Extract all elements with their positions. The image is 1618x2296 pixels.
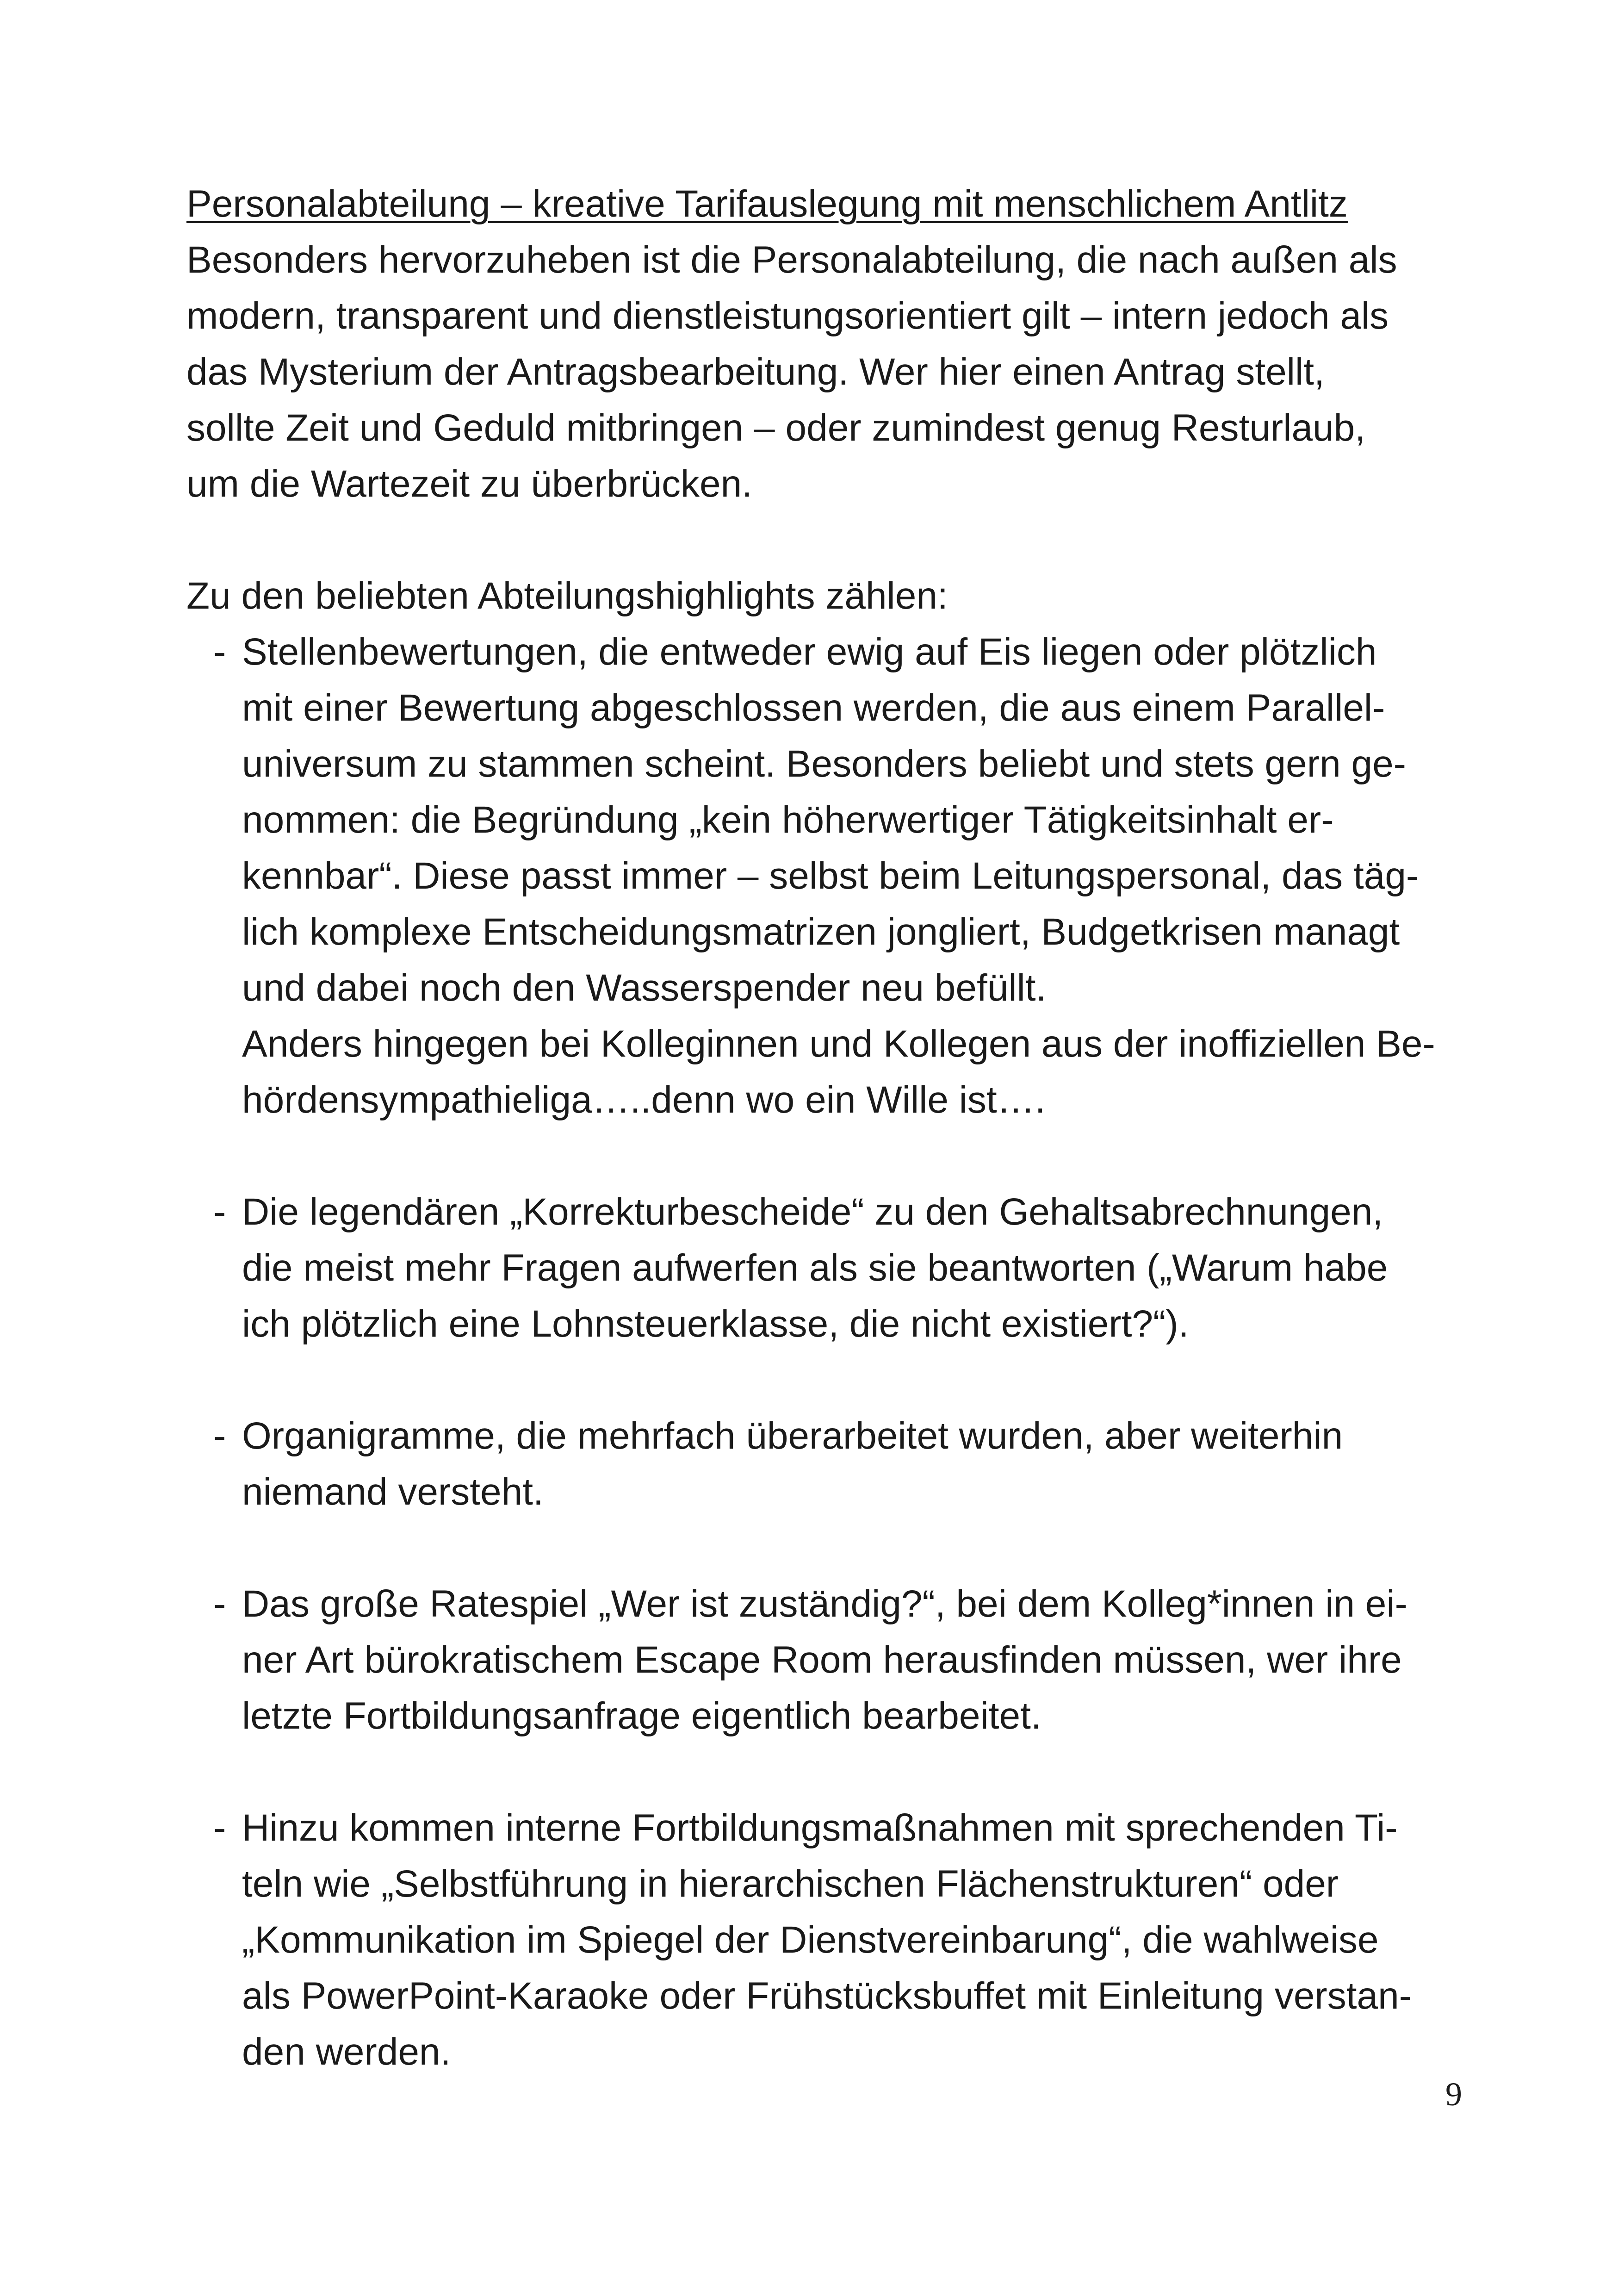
list-item-korrekturbescheide <box>186 1184 1463 1352</box>
list-item-line: lich komplexe Entscheidungsmatrizen jongliert, Budgetkrisen managt <box>242 911 1400 953</box>
list-intro: Zu den beliebten Abteilungshighlights zählen: <box>186 575 948 617</box>
list-item-line: ner Art bürokratischem Escape Room herausfinden müssen, wer ihre <box>242 1639 1402 1681</box>
list-item-line: letzte Fortbildungsanfrage eigentlich bearbeitet. <box>242 1695 1041 1737</box>
paragraph-line: das Mysterium der Antragsbearbeitung. Wer hier einen Antrag stellt, <box>186 351 1325 393</box>
bullet-dash: - <box>213 1807 226 1849</box>
list-item-line: ich plötzlich eine Lohnsteuerklasse, die nicht existiert?“). <box>242 1303 1189 1345</box>
list-item-line: hördensympathieliga…..denn wo ein Wille ist…. <box>242 1079 1046 1121</box>
item-spacer <box>186 1128 1463 1184</box>
bullet-dash: - <box>213 1583 226 1625</box>
list-item-line: teln wie „Selbstführung in hierarchischen Flächenstrukturen“ oder <box>242 1863 1339 1905</box>
list-item-line: und dabei noch den Wasserspender neu befüllt. <box>242 967 1047 1009</box>
bullet-dash: - <box>213 1415 226 1457</box>
list-item-line: „Kommunikation im Spiegel der Dienstvereinbarung“, die wahlweise <box>242 1919 1379 1961</box>
list-item-line: als PowerPoint-Karaoke oder Frühstücksbuffet mit Einleitung verstan- <box>242 1975 1412 2017</box>
list-item-line: Das große Ratespiel „Wer ist zuständig?“, bei dem Kolleg*innen in ei- <box>242 1583 1407 1625</box>
list-item-line: Organigramme, die mehrfach überarbeitet wurden, aber weiterhin <box>242 1415 1343 1457</box>
list-item-line: kennbar“. Diese passt immer – selbst beim Leitungspersonal, das täg- <box>242 855 1419 897</box>
paragraph-line: modern, transparent und dienstleistungsorientiert gilt – intern jedoch als <box>186 295 1389 337</box>
bullet-dash: - <box>213 1191 226 1233</box>
list-item-line: Anders hingegen bei Kolleginnen und Kollegen aus der inoffiziellen Be- <box>242 1023 1435 1065</box>
list-item-line: Die legendären „Korrekturbescheide“ zu den Gehaltsabrechnungen, <box>242 1191 1383 1233</box>
page-number: 9 <box>1445 2076 1462 2113</box>
list-item-line: den werden. <box>242 2031 451 2073</box>
list-item-line: mit einer Bewertung abgeschlossen werden, die aus einem Parallel- <box>242 687 1385 729</box>
item-spacer <box>186 1744 1463 1800</box>
paragraph-line: um die Wartezeit zu überbrücken. <box>186 463 752 505</box>
list-item-line: die meist mehr Fragen aufwerfen als sie beantworten („Warum habe <box>242 1247 1388 1289</box>
paragraph-spacer <box>186 512 1463 568</box>
paragraph-line: sollte Zeit und Geduld mitbringen – oder zumindest genug Resturlaub, <box>186 407 1366 449</box>
bullet-dash: - <box>213 631 226 673</box>
list-item-line: universum zu stammen scheint. Besonders beliebt und stets gern ge- <box>242 743 1406 785</box>
document-body <box>186 176 1463 2080</box>
list-item-ratespiel <box>186 1576 1463 1744</box>
list-item-line: niemand versteht. <box>242 1471 544 1513</box>
list-item-organigramme <box>186 1408 1463 1520</box>
list-item-line: Stellenbewertungen, die entweder ewig auf Eis liegen oder plötzlich <box>242 631 1377 673</box>
list-item-stellenbewertungen <box>186 624 1463 1128</box>
paragraph-line: Besonders hervorzuheben ist die Personalabteilung, die nach außen als <box>186 239 1397 281</box>
item-spacer <box>186 1520 1463 1576</box>
list-item-fortbildungsmassnahmen <box>186 1800 1463 2080</box>
section-heading: Personalabteilung – kreative Tarifauslegung mit menschlichem Antlitz <box>186 183 1348 225</box>
list-item-line: Hinzu kommen interne Fortbildungsmaßnahmen mit sprechenden Ti- <box>242 1807 1398 1849</box>
item-spacer <box>186 1352 1463 1408</box>
intro-paragraph <box>186 232 1463 512</box>
list-item-line: nommen: die Begründung „kein höherwertiger Tätigkeitsinhalt er- <box>242 799 1334 841</box>
